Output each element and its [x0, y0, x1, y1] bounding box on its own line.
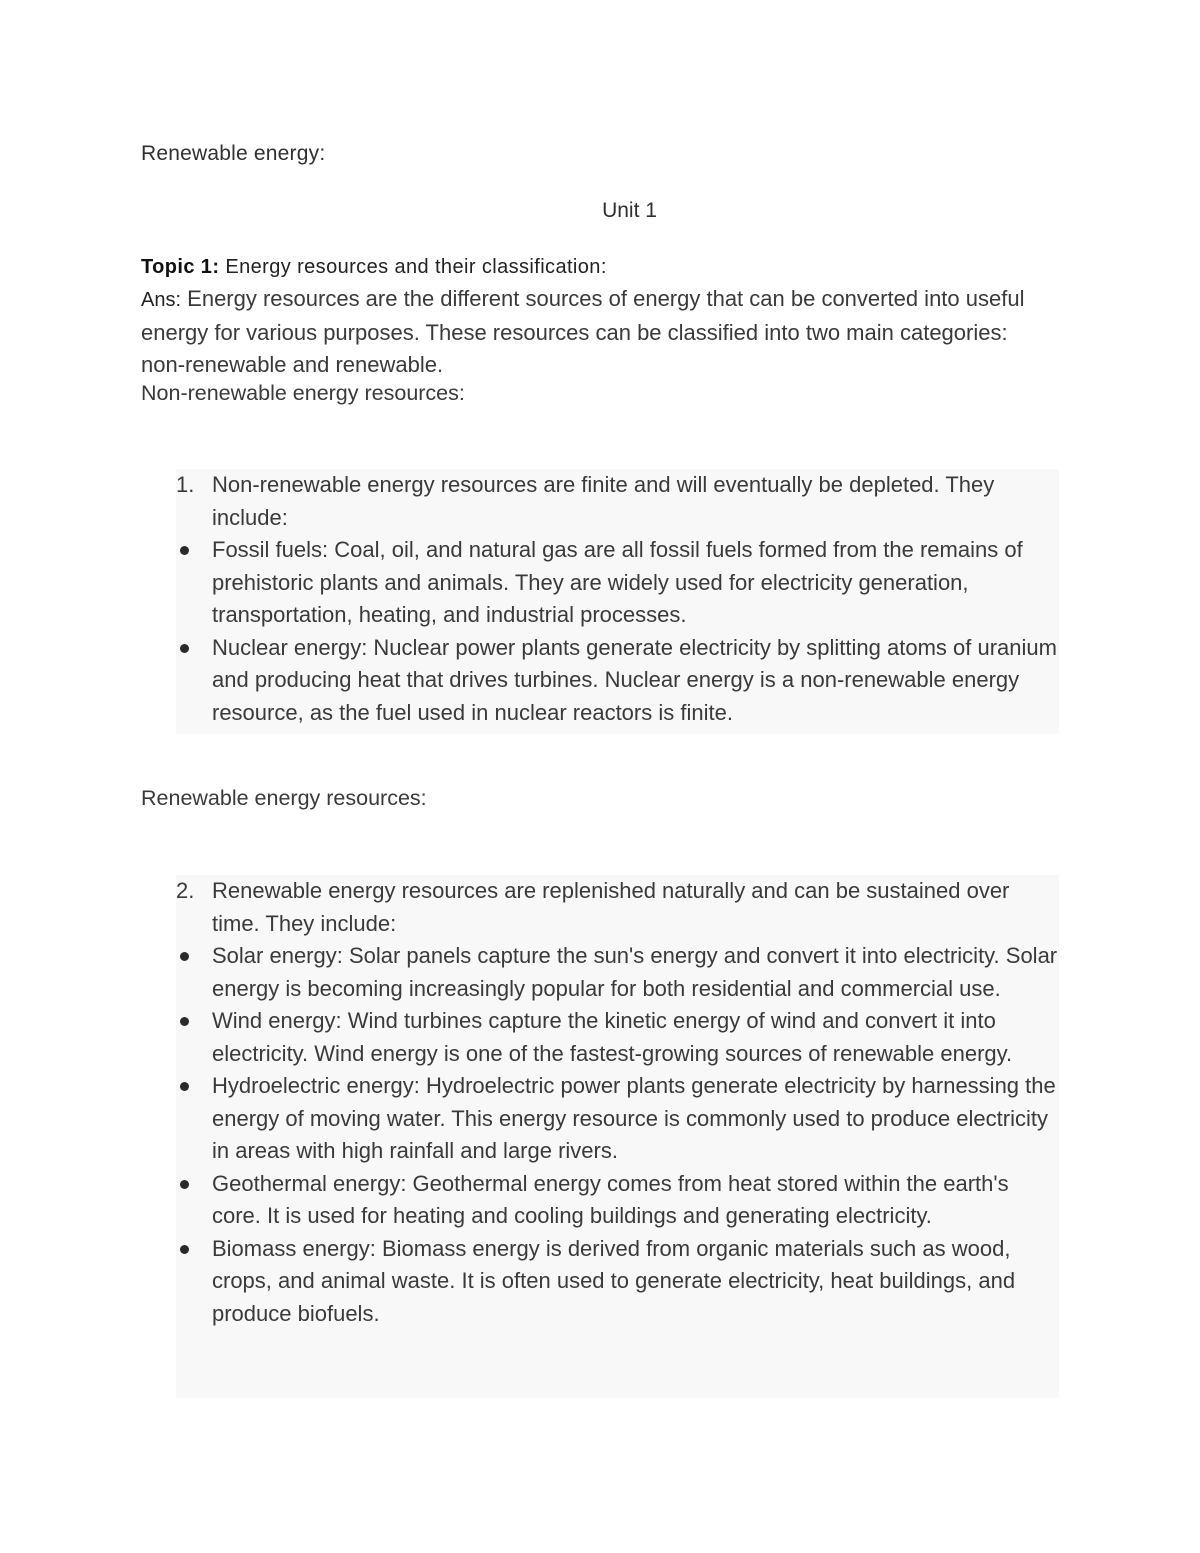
renewable-block	[176, 875, 1059, 1398]
topic-line	[141, 256, 607, 279]
list-item	[176, 632, 1059, 730]
non-renewable-block	[176, 469, 1059, 734]
answer-paragraph	[141, 283, 1041, 382]
document-title: Renewable energy:	[141, 142, 326, 165]
list-item	[176, 1168, 1059, 1233]
list-item	[176, 940, 1059, 1005]
list-number: 1.	[176, 472, 195, 497]
list-item	[176, 1070, 1059, 1168]
topic-label: Topic 1:	[141, 256, 220, 278]
list-item	[176, 1233, 1059, 1331]
list-number: 2.	[176, 878, 195, 903]
hydroelectric-energy-text: Hydroelectric energy: Hydroelectric power plants generate electricity by harnessing the energy of moving water. This energy resource is commonly used to produce electricity in areas with high rainfall and large rivers.	[212, 1073, 1056, 1163]
bullet-icon	[180, 1180, 189, 1189]
bullet-icon	[180, 546, 189, 555]
list-item	[176, 534, 1059, 632]
bullet-icon	[180, 1082, 189, 1091]
bullet-icon	[180, 1245, 189, 1254]
answer-text: Energy resources are the different sources of energy that can be converted into useful energy for various purposes. These resources can be classified into two main categories: non-renewable and renewable.	[141, 286, 1025, 377]
bullet-icon	[180, 952, 189, 961]
biomass-energy-text: Biomass energy: Biomass energy is derived from organic materials such as wood, crops, and animal waste. It is often used to generate electricity, heat buildings, and produce biofuels.	[212, 1235, 1016, 1326]
non-renewable-intro-row	[176, 469, 1059, 534]
bullet-icon	[180, 644, 189, 653]
wind-energy-text: Wind energy: Wind turbines capture the kinetic energy of wind and convert it into electricity. Wind energy is one of the fastest-growing sources of renewable energy.	[212, 1008, 1013, 1066]
bullet-icon	[180, 1017, 189, 1026]
list-item	[176, 1005, 1059, 1070]
non-renewable-intro: Non-renewable energy resources are finite and will eventually be depleted. They include:	[212, 472, 995, 530]
geothermal-energy-text: Geothermal energy: Geothermal energy comes from heat stored within the earth's core. It is used for heating and cooling buildings and generating electricity.	[212, 1170, 1009, 1228]
renewable-intro-row	[176, 875, 1059, 940]
nuclear-energy-text: Nuclear energy: Nuclear power plants generate electricity by splitting atoms of uranium and producing heat that drives turbines. Nuclear energy is a non-renewable energy resource, as the fuel used in nuclear reactors is finite.	[212, 634, 1057, 725]
topic-text: Energy resources and their classification:	[225, 256, 607, 278]
answer-label: Ans:	[141, 289, 182, 311]
solar-energy-text: Solar energy: Solar panels capture the sun's energy and convert it into electricity. Solar energy is becoming increasingly popular for both residential and commercial use.	[212, 943, 1058, 1001]
renewable-intro: Renewable energy resources are replenished naturally and can be sustained over time. They include:	[212, 878, 1010, 936]
fossil-fuels-text: Fossil fuels: Coal, oil, and natural gas are all fossil fuels formed from the remains of prehistoric plants and animals. They are widely used for electricity generation, transportation, heating, and industrial processes.	[212, 537, 1023, 627]
unit-heading: Unit 1	[602, 199, 657, 222]
non-renewable-heading: Non-renewable energy resources:	[141, 381, 465, 405]
renewable-heading: Renewable energy resources:	[141, 786, 427, 810]
